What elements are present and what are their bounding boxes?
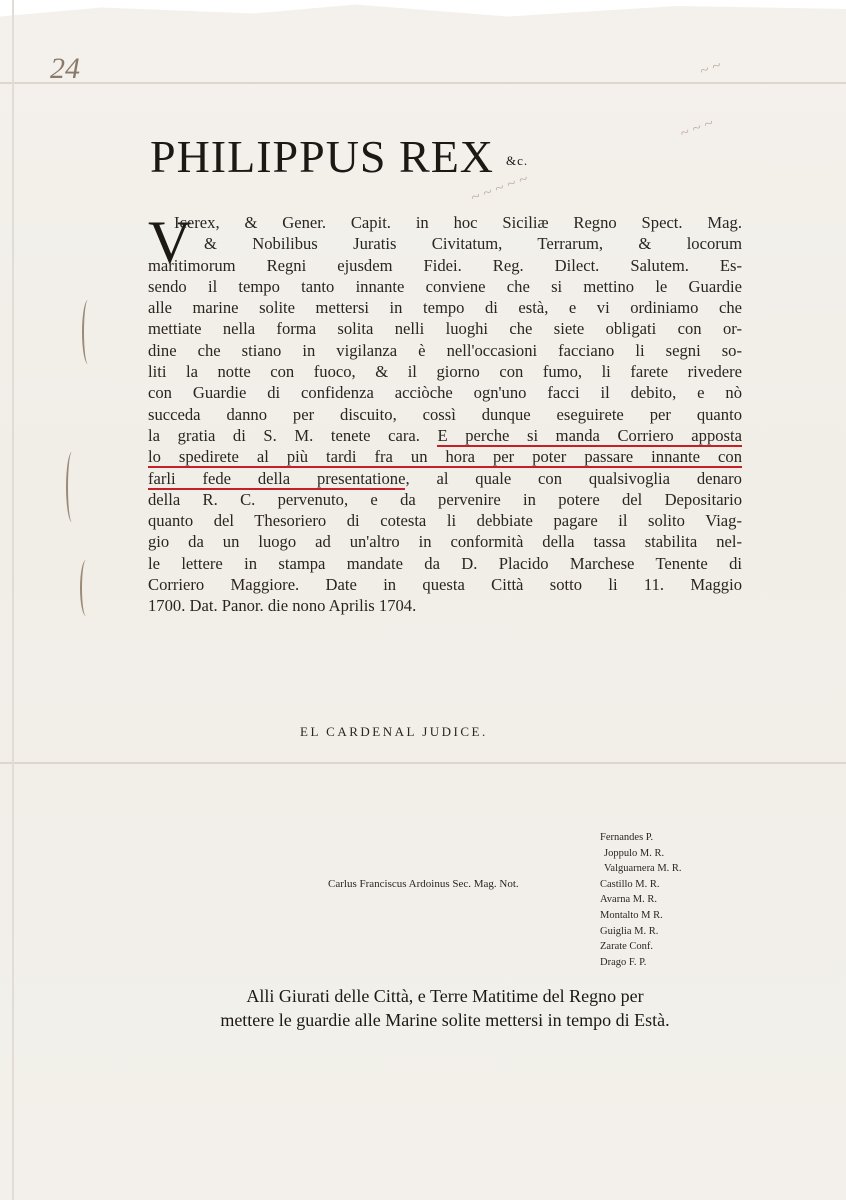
- signer-name: Guiglia M. R.: [600, 925, 659, 937]
- body-text-plain: , al quale con qualsivoglia denaro: [405, 468, 742, 488]
- decree-body: [148, 209, 742, 617]
- drop-capital: V: [148, 209, 192, 275]
- address-block: [145, 984, 745, 1032]
- signers-list: [600, 830, 682, 970]
- body-line: Corriero Maggiore. Date in questa Città sotto li 11. Maggio: [148, 575, 742, 595]
- signer-name: Montalto M R.: [600, 909, 663, 921]
- body-line: sendo il tempo tanto innante conviene che si mettino le Guardie: [148, 276, 742, 296]
- underlined-passage: farli fede della presentatione: [148, 468, 406, 488]
- body-line: maritimorum Regni ejusdem Fidei. Reg. Dilect. Salutem. Es-: [148, 255, 742, 275]
- body-line: con Guardie di confidenza acciòche ogn'uno facci il debito, e nò: [148, 383, 742, 403]
- address-line: Alli Giurati delle Città, e Terre Matitime del Regno per: [246, 986, 644, 1006]
- fold-line: [12, 0, 14, 1200]
- body-line: & Nobilibus Juratis Civitatum, Terrarum, & locorum: [204, 234, 742, 254]
- body-line: dine che stiano in vigilanza è nell'occasioni facciano li segni so-: [148, 340, 742, 360]
- margin-bracket: [80, 560, 92, 616]
- body-line: quanto del Thesoriero di cotesta li debbiate pagare il solito Viag-: [148, 511, 742, 531]
- faded-handwriting: ~ ~ ~: [677, 114, 716, 143]
- signer-name: Castillo M. R.: [600, 878, 660, 890]
- body-line: liti la notte con fuoco, & il giorno con fumo, li farete rivedere: [148, 362, 742, 382]
- body-line: alle marine solite mettersi in tempo di està, e vi ordiniamo che: [148, 298, 742, 318]
- body-line: mettiate nella forma solita nelli luoghi che siete obligati con or-: [148, 319, 742, 339]
- signer-name: Fernandes P.: [600, 832, 654, 843]
- body-line: succeda danno per discuito, cossì dunque eseguirete per quanto: [148, 404, 742, 424]
- viceroy-signature: EL CARDENAL JUDICE.: [300, 724, 488, 739]
- secretary-signature: Carlus Franciscus Ardoinus Sec. Mag. Not.: [328, 878, 519, 890]
- title-suffix: &c.: [506, 153, 529, 169]
- page-number: 24: [50, 52, 80, 85]
- signer-name: Valguarnera M. R.: [604, 863, 682, 875]
- signer-name: Avarna M. R.: [600, 894, 657, 906]
- body-line: [148, 468, 742, 489]
- body-line: gio da un luogo ad un'altro in conformità della tassa stabilita nel-: [148, 532, 742, 552]
- body-line: della R. C. pervenuto, e da pervenire in potere del Depositario: [148, 489, 742, 509]
- body-line: 1700. Dat. Panor. die nono Aprilis 1704.: [148, 596, 417, 616]
- document-title: [150, 130, 528, 183]
- fold-line: [0, 82, 846, 84]
- title-text: PHILIPPUS REX: [150, 131, 495, 182]
- signer-name: Drago F. P.: [600, 956, 647, 968]
- underlined-passage: E perche si manda Corriero apposta: [437, 425, 742, 445]
- torn-edge: [0, 0, 846, 30]
- body-line: [148, 425, 742, 446]
- body-line: [148, 446, 742, 467]
- body-line: le lettere in stampa mandate da D. Placido Marchese Tenente di: [148, 553, 742, 573]
- faded-handwriting: ~ ~: [697, 56, 724, 81]
- margin-bracket: [82, 300, 94, 364]
- body-text-plain: la gratia di S. M. tenete cara.: [148, 425, 420, 445]
- address-line: mettere le guardie alle Marine solite mettersi in tempo di Està.: [220, 1010, 670, 1030]
- faded-handwriting: ~ ~ ~ ~ ~: [468, 170, 531, 207]
- signer-name: Joppulo M. R.: [604, 847, 665, 859]
- fold-line: [0, 762, 846, 764]
- margin-bracket: [66, 452, 78, 522]
- signer-name: Zarate Conf.: [600, 941, 654, 953]
- body-line: Icerex, & Gener. Capit. in hoc Siciliæ Regno Spect. Mag.: [174, 213, 742, 232]
- underlined-passage: lo spedirete al più tardi fra un hora per poter passare innante con: [148, 447, 742, 467]
